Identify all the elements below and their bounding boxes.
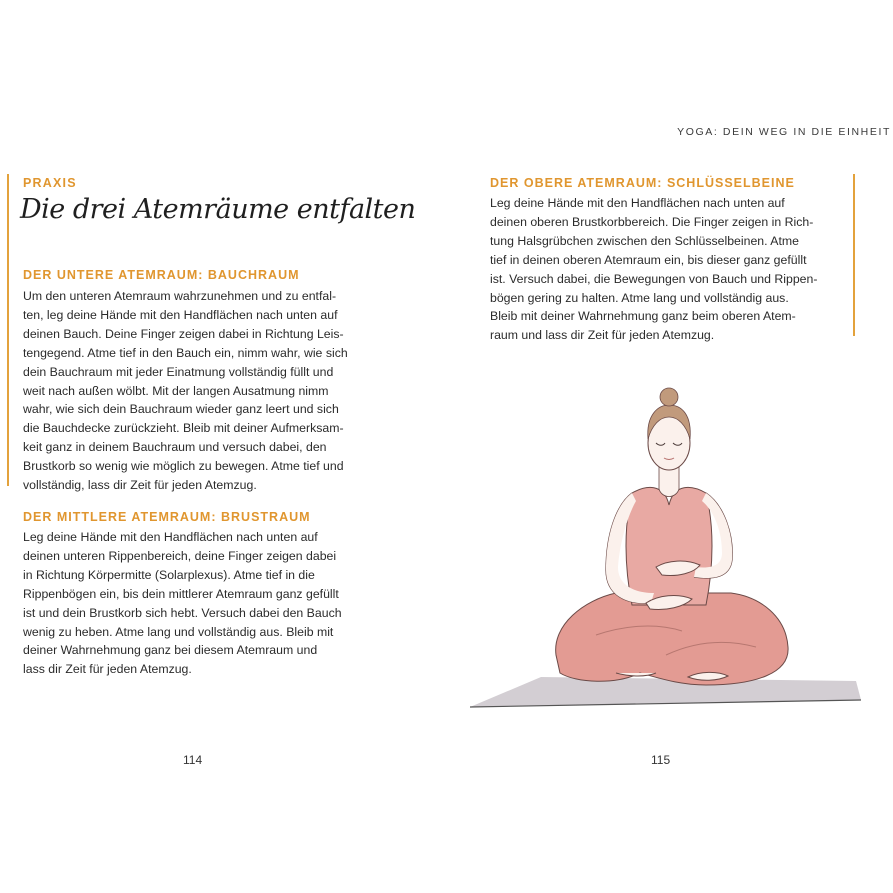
text-line: deiner Wahrnehmung ganz bei diesem Atemraum und [23,643,318,658]
text-line: Brustkorb so wenig wie möglich zu bewegen. Atme tief und [23,459,344,474]
text-line: die Bauchdecke zurückzieht. Bleib mit deiner Aufmerksam- [23,421,344,436]
heading-middle-breath-space: DER MITTLERE ATEMRAUM: BRUSTRAUM [23,510,311,524]
page-number-right: 115 [651,753,671,767]
text-line: ist. Versuch dabei, die Bewegungen von Bauch und Rippen- [490,271,818,286]
text-line: deinen oberen Brustkorbbereich. Die Finger zeigen in Rich- [490,214,814,229]
yoga-mat [470,677,861,707]
text-line: lass dir Zeit für jeden Atemzug. [23,662,192,677]
text-line: tung Halsgrübchen zwischen den Schlüsselbeinen. Atme [490,233,799,248]
hair-bun [660,388,678,406]
text-line: wahr, wie sich dein Bauchraum wieder ganz leert und sich [23,402,339,417]
heading-upper-breath-space: DER OBERE ATEMRAUM: SCHLÜSSELBEINE [490,176,795,190]
accent-rule [7,174,9,486]
text-line: Leg deine Hände mit den Handflächen nach unten auf [23,530,318,544]
meditating-woman-illustration [456,355,893,725]
paragraph-middle-breath-space [23,528,342,679]
text-line: Rippenbögen ein, bis dein mittlerer Atemraum ganz gefüllt [23,586,339,601]
text-line: tief in deinen oberen Atemraum ein, bis dieser ganz gefüllt [490,252,807,267]
text-line: weit nach außen wölbt. Mit der langen Ausatmung nimm [23,383,329,398]
text-line: deinen unteren Rippenbereich, deine Finger zeigen dabei [23,548,337,563]
paragraph-upper-breath-space [490,194,817,345]
left-page [0,0,446,893]
paragraph-lower-breath-space [23,287,348,495]
text-line: Leg deine Hände mit den Handflächen nach unten auf [490,196,785,210]
text-line: ten, leg deine Hände mit den Handflächen nach unten auf [23,307,338,322]
text-line: bögen gering zu halten. Atme lang und vollständig aus. [490,290,789,305]
text-line: vollständig, lass dir Zeit für jeden Atemzug. [23,478,257,493]
page-title: Die drei Atemräume entfalten [20,194,416,225]
text-line: in Richtung Körpermitte (Solarplexus). Atme tief in die [23,567,315,582]
right-page [446,0,893,893]
text-line: deinen Bauch. Deine Finger zeigen dabei in Richtung Leis- [23,326,344,341]
heading-lower-breath-space: DER UNTERE ATEMRAUM: BAUCHRAUM [23,268,300,282]
text-line: tengegend. Atme tief in den Bauch ein, nimm wahr, wie sich [23,345,348,360]
text-line: raum und lass dir Zeit für jeden Atemzug. [490,328,715,343]
text-line: Um den unteren Atemraum wahrzunehmen und zu entfal- [23,289,337,303]
running-head: YOGA: DEIN WEG IN DIE EINHEIT [677,126,891,138]
section-kicker: PRAXIS [23,176,77,190]
text-line: wenig zu heben. Atme lang und vollständig aus. Bleib mit [23,624,334,639]
accent-rule [853,174,855,336]
text-line: dein Bauchraum mit jeder Einatmung vollständig füllt und [23,364,334,379]
text-line: ist und dein Brustkorb sich hebt. Versuch dabei den Bauch [23,605,342,620]
text-line: keit ganz in deinem Bauchraum und versuch dabei, den [23,440,327,455]
text-line: Bleib mit deiner Wahrnehmung ganz beim oberen Atem- [490,309,796,324]
page-number-left: 114 [183,753,203,767]
torso [626,487,712,605]
